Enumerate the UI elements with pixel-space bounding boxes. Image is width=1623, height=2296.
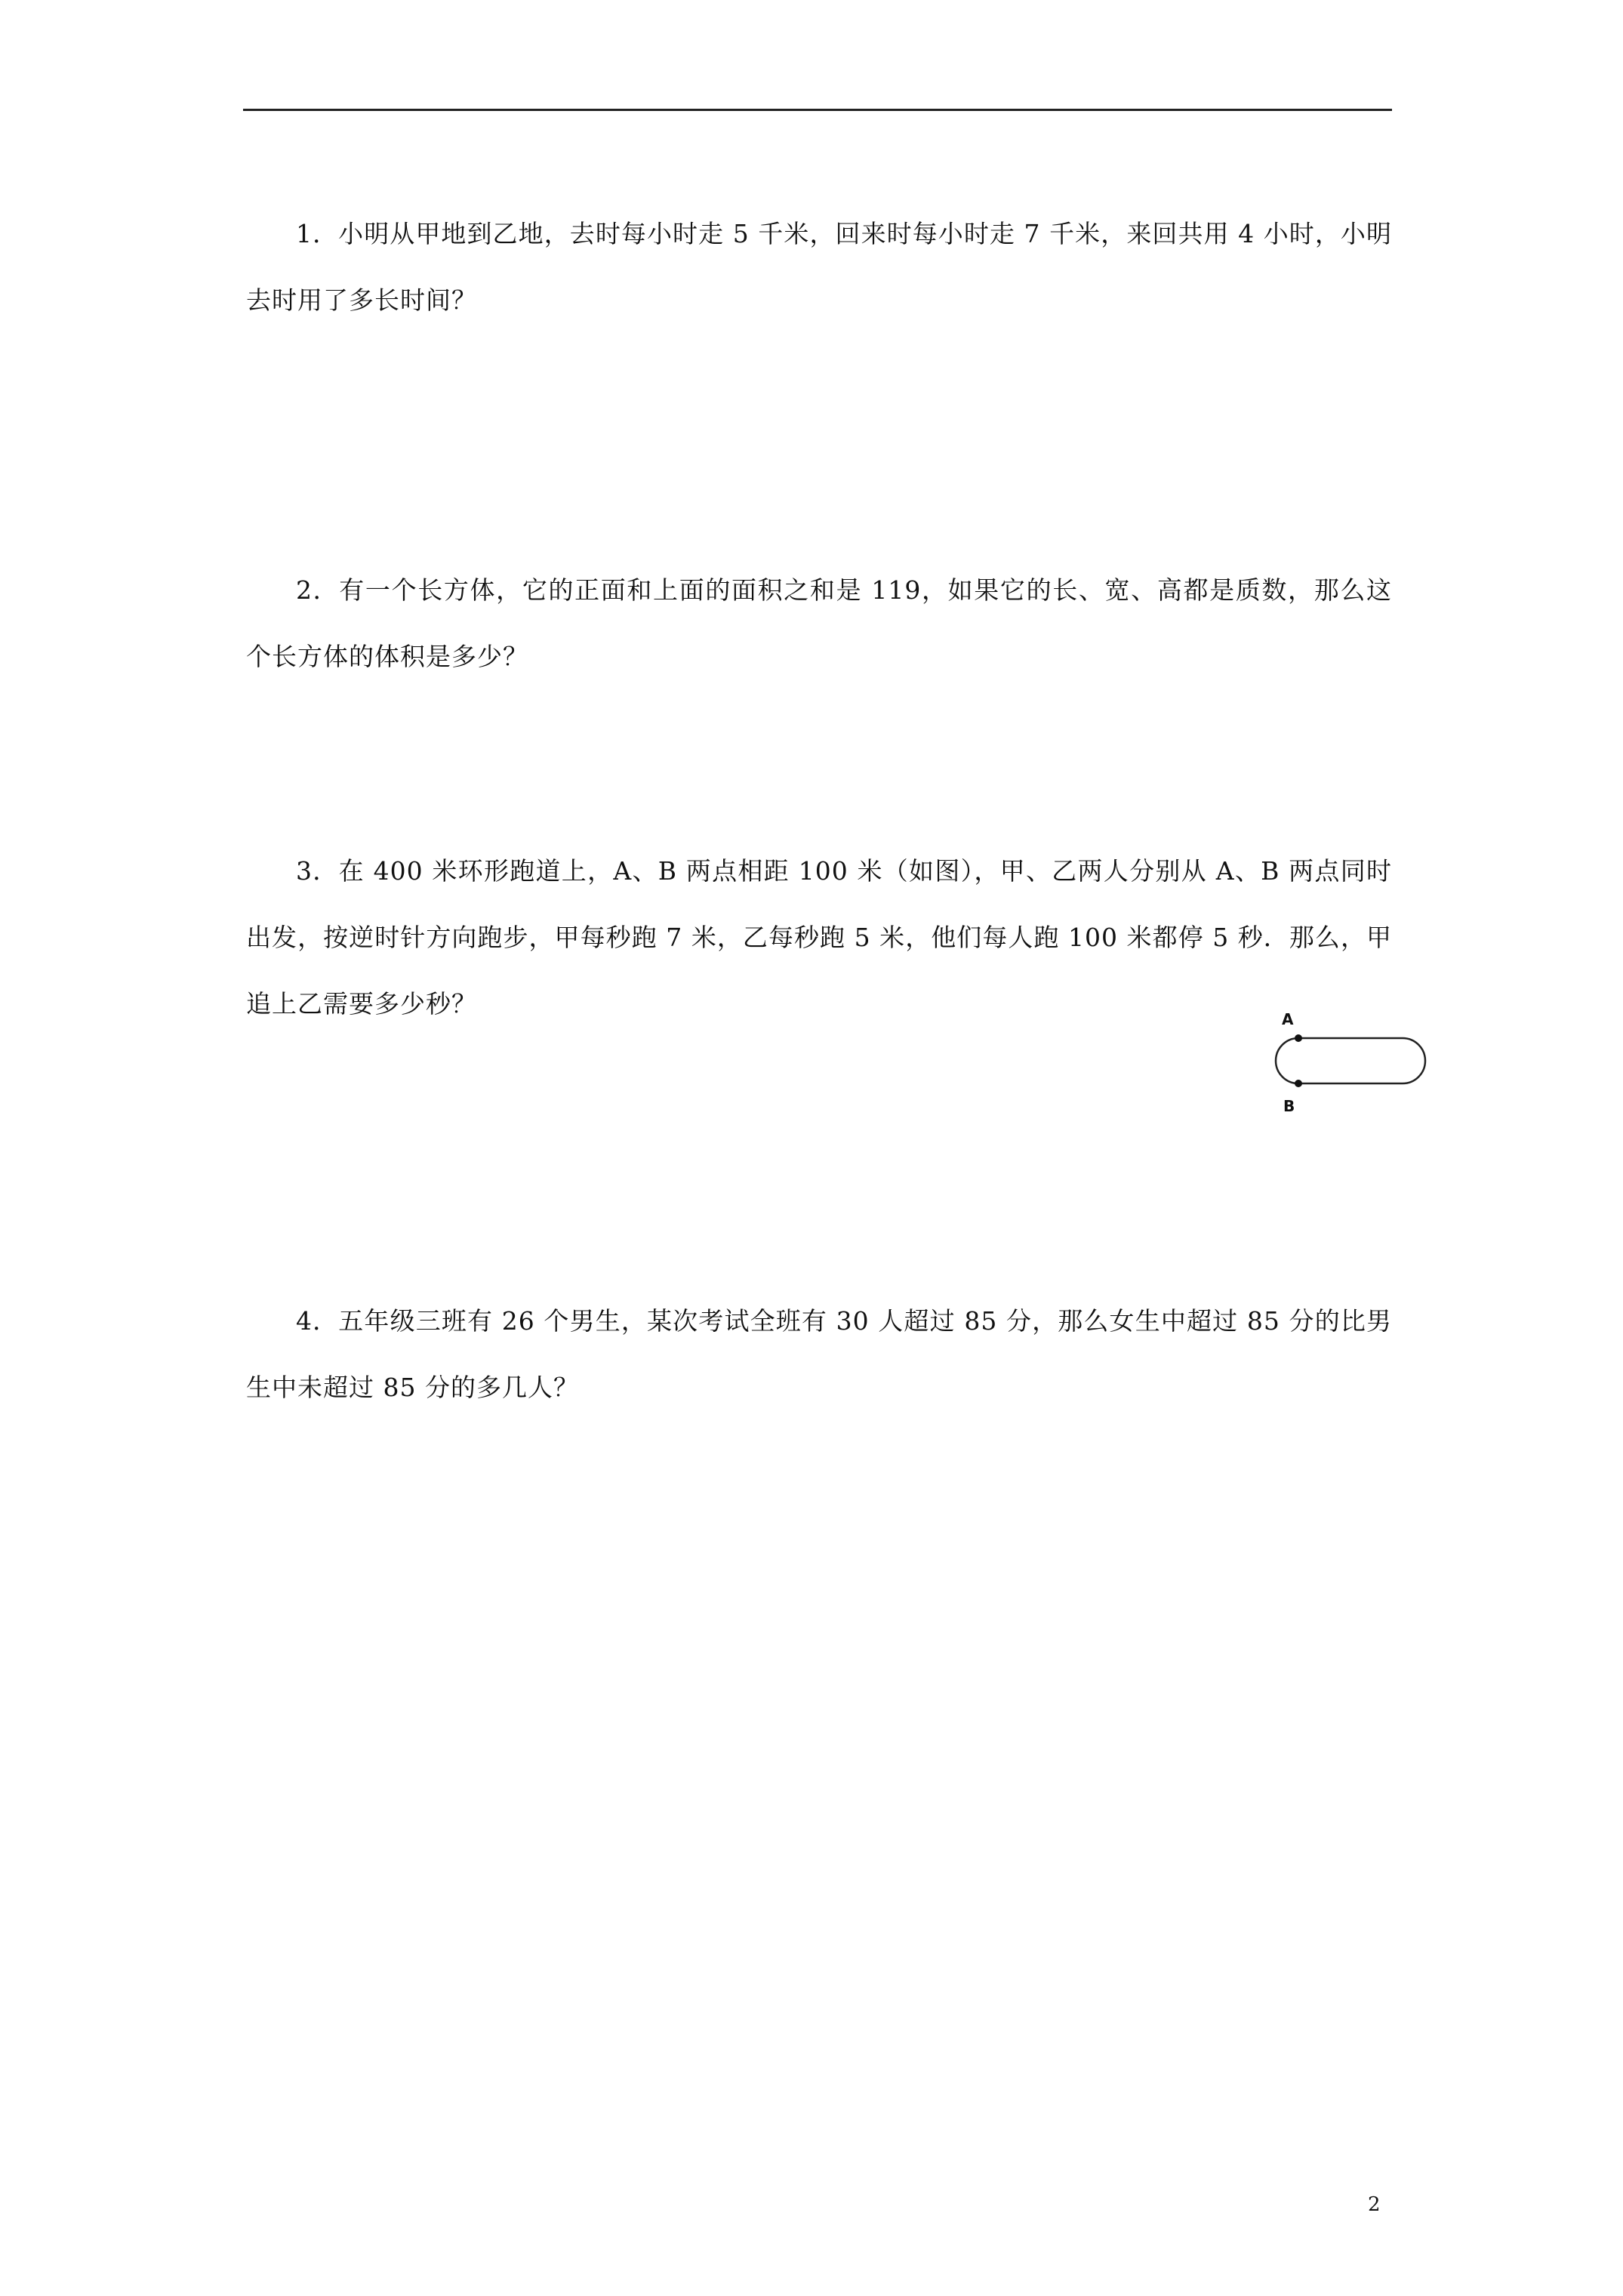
point-a-marker — [1295, 1034, 1302, 1042]
problem-1: 1．小明从甲地到乙地，去时每小时走 5 千米，回来时每小时走 7 千米，来回共用 4 小时，小明去时用了多长时间？ — [246, 219, 1392, 315]
header-rule — [243, 109, 1392, 111]
problem-4: 4．五年级三班有 26 个男生，某次考试全班有 30 人超过 85 分，那么女生中超过 85 分的比男生中未超过 85 分的多几人？ — [246, 1306, 1392, 1402]
problem-2: 2．有一个长方体，它的正面和上面的面积之和是 119，如果它的长、宽、高都是质数，那么这个长方体的体积是多少？ — [246, 575, 1392, 671]
problem-3: 3．在 400 米环形跑道上，A、B 两点相距 100 米（如图），甲、乙两人分别从 A、B 两点同时出发，按逆时针方向跑步，甲每秒跑 7 米，乙每秒跑 5 米，他们每人跑 100 米都停 5 秒．那么，甲追上乙需要多少秒？ — [246, 856, 1392, 1019]
running-track-figure — [1262, 1000, 1458, 1121]
point-a-label: A — [1282, 1010, 1294, 1028]
point-b-marker — [1295, 1080, 1302, 1087]
page-number: 2 — [1368, 2193, 1381, 2216]
point-b-label: B — [1283, 1097, 1295, 1115]
running-track-outline — [1276, 1038, 1425, 1083]
